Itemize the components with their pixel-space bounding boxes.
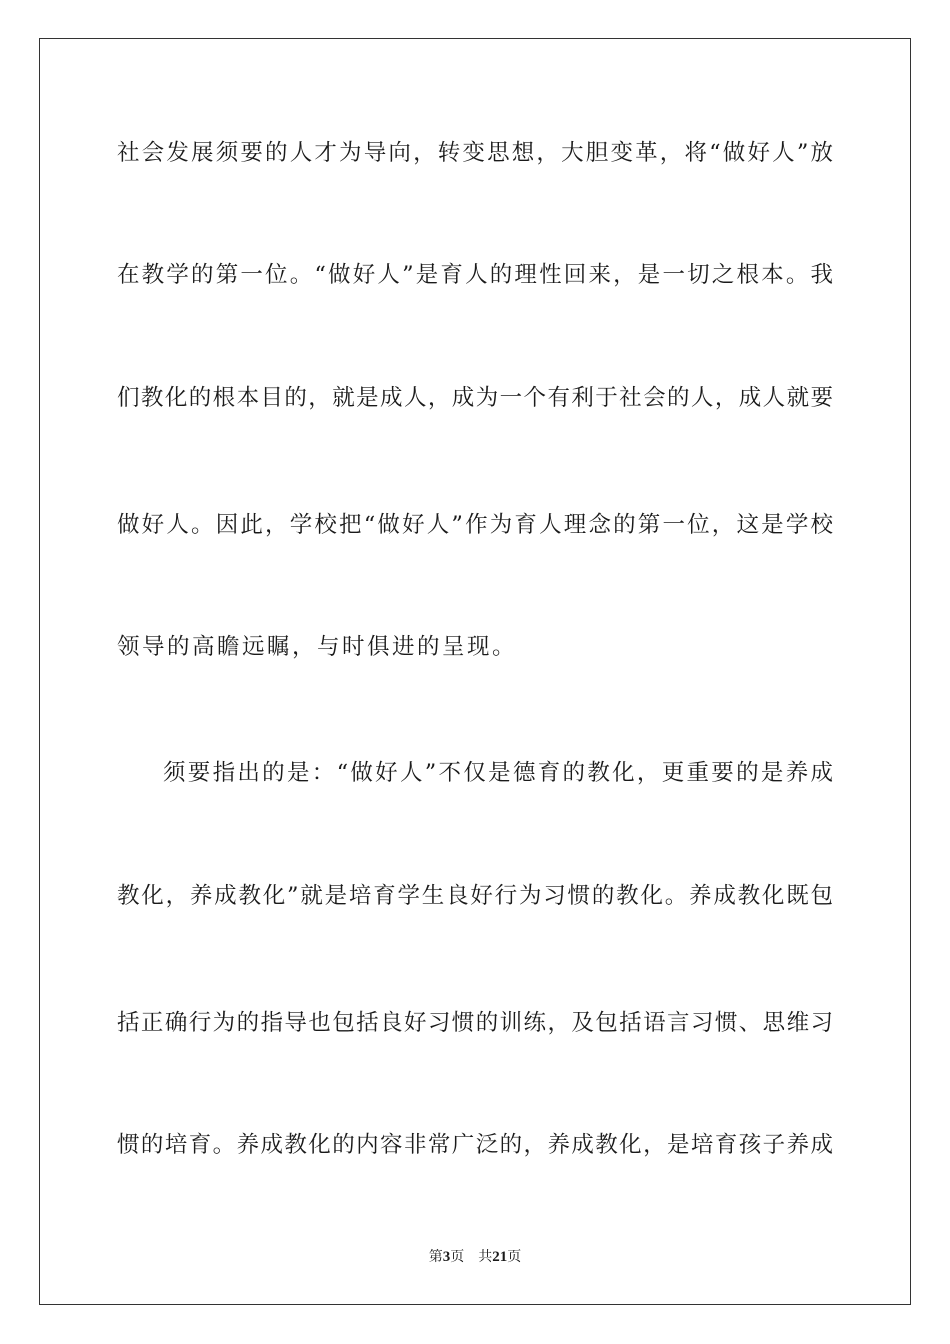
page-border (39, 38, 911, 1305)
body-text-line-2: 在教学的第一位。“做好人”是育人的理性回来，是一切之根本。我 (117, 262, 833, 288)
body-text-line-9: 惯的培育。养成教化的内容非常广泛的，养成教化，是培育孩子养成 (117, 1132, 833, 1158)
body-text-line-5: 领导的高瞻远瞩，与时俱进的呈现。 (117, 634, 518, 660)
body-text-line-4: 做好人。因此，学校把“做好人”作为育人理念的第一位，这是学校 (117, 512, 833, 538)
body-text-line-8: 括正确行为的指导也包括良好习惯的训练，及包括语言习惯、思维习 (117, 1010, 833, 1036)
total-suffix: 页 (507, 1249, 522, 1265)
page-prefix: 第 (428, 1249, 443, 1265)
current-page-number: 3 (442, 1249, 451, 1265)
body-text-line-1: 社会发展须要的人才为导向，转变思想，大胆变革，将“做好人”放 (117, 140, 833, 166)
body-text-line-7: 教化，养成教化”就是培育学生良好行为习惯的教化。养成教化既包 (117, 883, 833, 909)
page-suffix: 页 (450, 1249, 465, 1265)
total-page-count: 21 (492, 1249, 508, 1265)
body-text-line-6: 须要指出的是：“做好人”不仅是德育的教化，更重要的是养成 (163, 760, 833, 786)
page-number-footer (0, 1248, 950, 1266)
body-text-line-3: 们教化的根本目的，就是成人，成为一个有利于社会的人，成人就要 (117, 385, 833, 411)
total-prefix: 共 (478, 1249, 493, 1265)
